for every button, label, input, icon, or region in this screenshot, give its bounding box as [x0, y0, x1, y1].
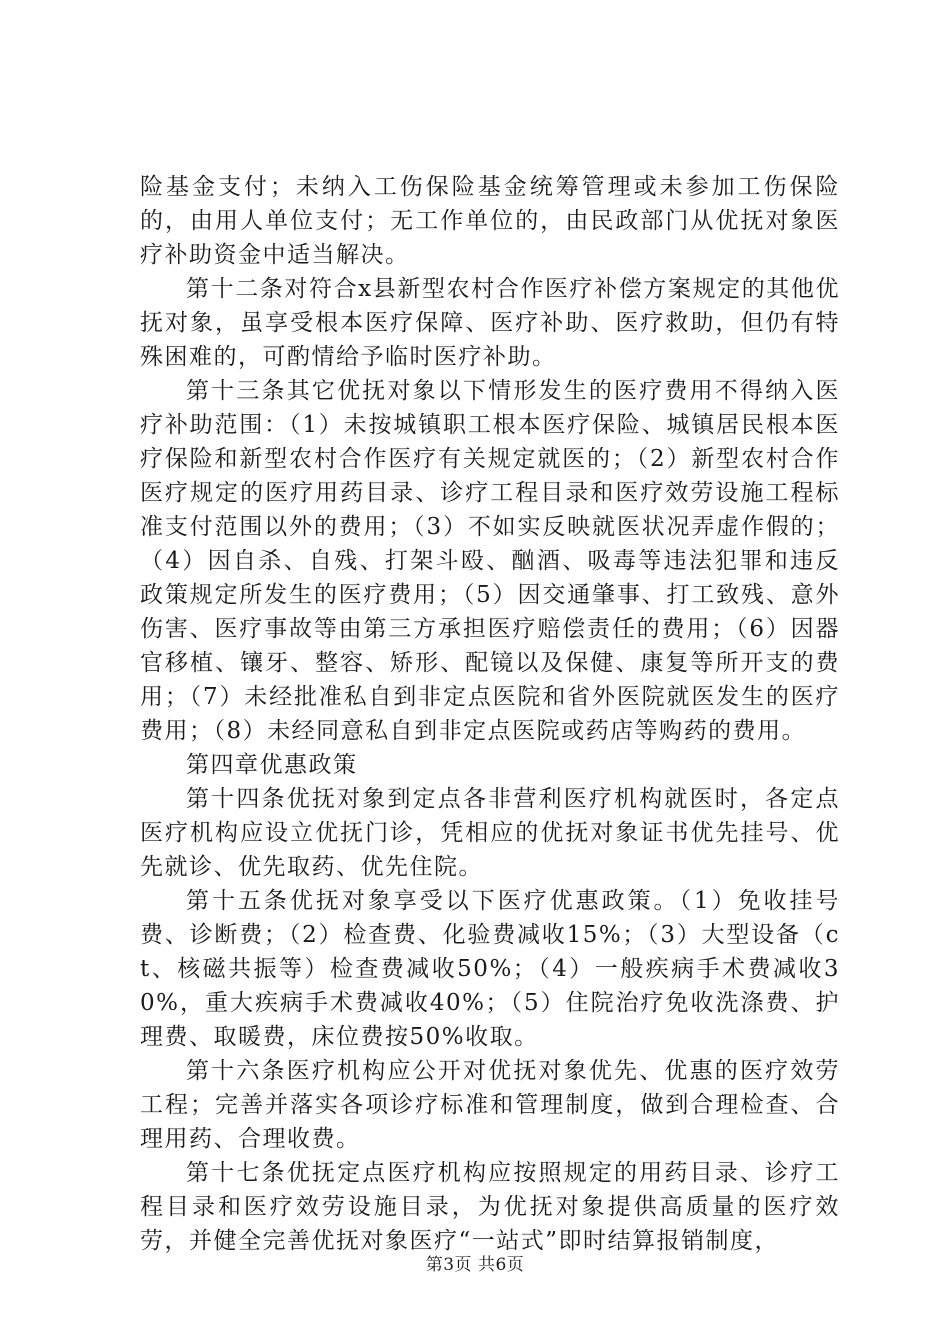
page-footer: 第3页 共6页	[425, 1255, 525, 1275]
paragraph-article-17: 第十七条优抚定点医疗机构应按照规定的用药目录、诊疗工程目录和医疗效劳设施目录，为优抚对象提供高质量的医疗效劳，并健全完善优抚对象医疗“一站式”即时结算报销制度，	[140, 1160, 840, 1254]
chapter-heading: 第四章优惠政策	[186, 752, 358, 778]
paragraph-article-13: 第十三条其它优抚对象以下情形发生的医疗费用不得纳入医疗补助范围：（1）未按城镇职工根本医疗保险、城镇居民根本医疗保险和新型农村合作医疗有关规定就医的；（2）新型农村合作医疗规定的医疗用药目录、诊疗工程目录和医疗效劳设施工程标准支付范围以外的费用；（3）不如实反映就医状况弄虚作假的；（4）因自杀、自残、打架斗殴、酗酒、吸毒等违法犯罪和违反政策规定所发生的医疗费用；（5）因交通肇事、打工致残、意外伤害、医疗事故等由第三方承担医疗赔偿责任的费用；（6）因器官移植、镶牙、整容、矫形、配镜以及保健、康复等所开支的费用；（7）未经批准私自到非定点医院和省外医院就医发生的医疗费用；（8）未经同意私自到非定点医院或药店等购药的费用。	[140, 378, 840, 744]
paragraph-article-15: 第十五条优抚对象享受以下医疗优惠政策。（1）免收挂号费、诊断费；（2）检查费、化验费减收15%；（3）大型设备（ct、核磁共振等）检查费减收50%；（4）一般疾病手术费减收30%，重大疾病手术费减收40%；（5）住院治疗免收洗涤费、护理费、取暖费，床位费按50%收取。	[140, 888, 840, 1050]
paragraph-1: 险基金支付；未纳入工伤保险基金统筹管理或未参加工伤保险的，由用人单位支付；无工作单位的，由民政部门从优抚对象医疗补助资金中适当解决。	[140, 174, 840, 268]
paragraph-article-16: 第十六条医疗机构应公开对优抚对象优先、优惠的医疗效劳工程；完善并落实各项诊疗标准和管理制度，做到合理检查、合理用药、合理收费。	[140, 1058, 840, 1152]
document-body	[140, 170, 840, 1258]
paragraph-article-12: 第十二条对符合x县新型农村合作医疗补偿方案规定的其他优抚对象，虽享受根本医疗保障、医疗补助、医疗救助，但仍有特殊困难的，可酌情给予临时医疗补助。	[140, 276, 840, 370]
paragraph-article-14: 第十四条优抚对象到定点各非营利医疗机构就医时，各定点医疗机构应设立优抚门诊，凭相应的优抚对象证书优先挂号、优先就诊、优先取药、优先住院。	[140, 786, 840, 880]
